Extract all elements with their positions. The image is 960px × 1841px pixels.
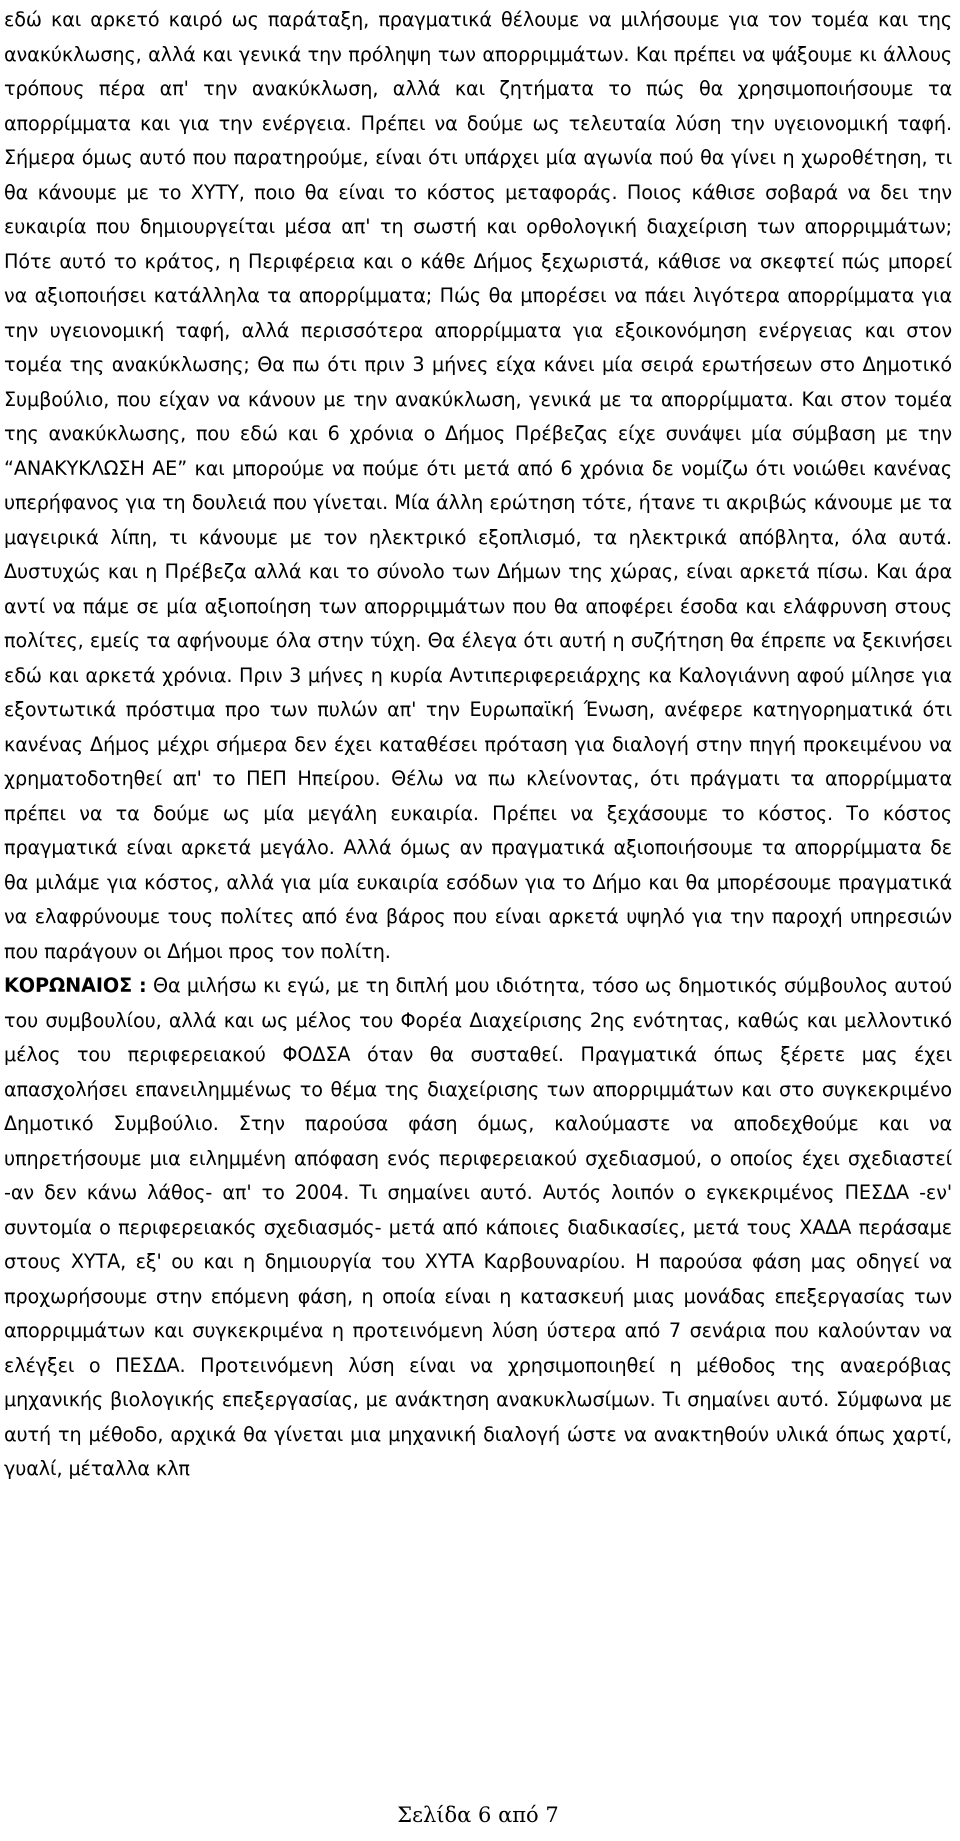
paragraph-previous-speaker: εδώ και αρκετό καιρό ως παράταξη, πραγματικά θέλουμε να μιλήσουμε για τον τομέα και της ανακύκλωσης, αλλά και γενικά την πρόληψη των απορριμμάτων. Και πρέπει να ψάξουμε κι άλλους τρόπους πέρα απ' την ανακύκλωση, αλλά και ζητήματα το πώς θα χρησιμοποιήσουμε τα απορρίμματα και για την ενέργεια. Πρέπει να δούμε ως τελευταία λύση την υγειονομική ταφή. Σήμερα όμως αυτό που παρατηρούμε, είναι ότι υπάρχει μία αγωνία πού θα γίνει η χωροθέτηση, τι θα κάνουμε με το ΧΥΤΥ, ποιο θα είναι το κόστος μεταφοράς. Ποιος κάθισε σοβαρά να δει την ευκαιρία που δημιουργείται μέσα απ' τη σωστή και ορθολογική διαχείριση των απορριμμάτων; Πότε αυτό το κράτος, η Περιφέρεια και ο κάθε Δήμος ξεχωριστά, κάθισε να σκεφτεί πώς μπορεί να αξιοποιήσει κατάλληλα τα απορρίμματα; Πώς θα μπορέσει να πάει λιγότερα απορρίμματα για την υγειονομική ταφή, αλλά περισσότερα απορρίμματα για εξοικονόμηση ενέργειας και στον τομέα της ανακύκλωσης; Θα πω ότι πριν 3 μήνες είχα κάνει μία σειρά ερωτήσεων στο Δημοτικό Συμβούλιο, που είχαν να κάνουν με την ανακύκλωση, γενικά με τα απορρίμματα. Και στον τομέα της ανακύκλωσης, που εδώ και 6 χρόνια ο Δήμος Πρέβεζας είχε συνάψει μία σύμβαση με την “ΑΝΑΚΥΚΛΩΣΗ ΑΕ” και μπορούμε να πούμε ότι μετά από 6 χρόνια δε νομίζω ότι νοιώθει κανένας υπερήφανος για τη δουλειά που γίνεται. Μία άλλη ερώτηση τότε, ήτανε τι ακριβώς κάνουμε με τα μαγειρικά λίπη, τι κάνουμε με τον ηλεκτρικό εξοπλισμό, τα ηλεκτρικά απόβλητα, όλα αυτά. Δυστυχώς και η Πρέβεζα αλλά και το σύνολο των Δήμων της χώρας, είναι αρκετά πίσω. Και άρα αντί να πάμε σε μία αξιοποίηση των απορριμμάτων που θα αποφέρει έσοδα και ελάφρυνση στους πολίτες, εμείς τα αφήνουμε όλα στην τύχη. Θα έλεγα ότι αυτή η συζήτηση θα έπρεπε να ξεκινήσει εδώ και αρκετά χρόνια. Πριν 3 μήνες η κυρία Αντιπεριφερειάρχης κα Καλογιάννη αφού μίλησε για εξοντωτικά πρόστιμα προ των πυλών απ' την Ευρωπαϊκή Ένωση, ανέφερε κατηγορηματικά ότι κανένας Δήμος μέχρι σήμερα δεν έχει καταθέσει πρόταση για διαλογή στην πηγή προκειμένου να χρηματοδοτηθεί απ' το ΠΕΠ Ηπείρου. Θέλω να πω κλείνοντας, ότι πράγματι τα απορρίμματα πρέπει να τα δούμε ως μία μεγάλη ευκαιρία. Πρέπει να ξεχάσουμε το κόστος. Το κόστος πραγματικά είναι αρκετά μεγάλο. Αλλά όμως αν πραγματικά αξιοποιήσουμε τα απορρίμματα δε θα μιλάμε για κόστος, αλλά για μία ευκαιρία εσόδων για το Δήμο και θα μπορέσουμε πραγματικά να ελαφρύνουμε τους πολίτες από ένα βάρος που είναι αρκετά υψηλό για την παροχή υπηρεσιών που παράγουν οι Δήμοι προς τον πολίτη. (4, 8, 952, 963)
speaker-text: Θα μιλήσω κι εγώ, με τη διπλή μου ιδιότητα, τόσο ως δημοτικός σύμβουλος αυτού του συμβουλίου, αλλά και ως μέλος του Φορέα Διαχείρισης 2ης ενότητας, καθώς και μελλοντικό μέλος του περιφερειακού ΦΟΔΣΑ όταν θα συσταθεί. Πραγματικά όπως ξέρετε μας έχει απασχολήσει επανειλημμένως το θέμα της διαχείρισης των απορριμμάτων και στο συγκεκριμένο Δημοτικό Συμβούλιο. Στην παρούσα φάση όμως, καλούμαστε να αποδεχθούμε και να υπηρετήσουμε μια ειλημμένη απόφαση ενός περιφερειακού σχεδιασμού, ο οποίος έχει σχεδιαστεί -αν δεν κάνω λάθος- απ' το 2004. Τι σημαίνει αυτό. Αυτός λοιπόν ο εγκεκριμένος ΠΕΣΔΑ -εν' συντομία ο περιφερειακός σχεδιασμός- μετά από κάποιες διαδικασίες, μετά τους ΧΑΔΑ περάσαμε στους ΧΥΤΑ, εξ' ου και η δημιουργία του ΧΥΤΑ Καρβουναρίου. Η παρούσα φάση μας οδηγεί να προχωρήσουμε στην επόμενη φάση, η οποία είναι η κατασκευή μιας μονάδας επεξεργασίας των απορριμμάτων και συγκεκριμένα η προτεινόμενη λύση ύστερα από 7 σενάρια που καλούνταν να ελέγξει ο ΠΕΣΔΑ. Προτεινόμενη λύση είναι να χρησιμοποιηθεί η μέθοδος της αναερόβιας μηχανικής βιολογικής επεξεργασίας, με ανάκτηση ανακυκλωσίμων. Τι σημαίνει αυτό. Σύμφωνα με αυτή τη μέθοδο, αρχικά θα γίνεται μια μηχανική διαλογή ώστε να ανακτηθούν υλικά όπως χαρτί, γυαλί, μέταλλα κλπ (4, 974, 952, 1480)
document-page (4, 0, 952, 1841)
paragraph-koronaios (4, 969, 952, 1487)
document-body (4, 3, 952, 1487)
speaker-label: ΚΟΡΩΝΑΙΟΣ : (4, 974, 147, 997)
page-number-footer: Σελίδα 6 από 7 (397, 1803, 559, 1827)
